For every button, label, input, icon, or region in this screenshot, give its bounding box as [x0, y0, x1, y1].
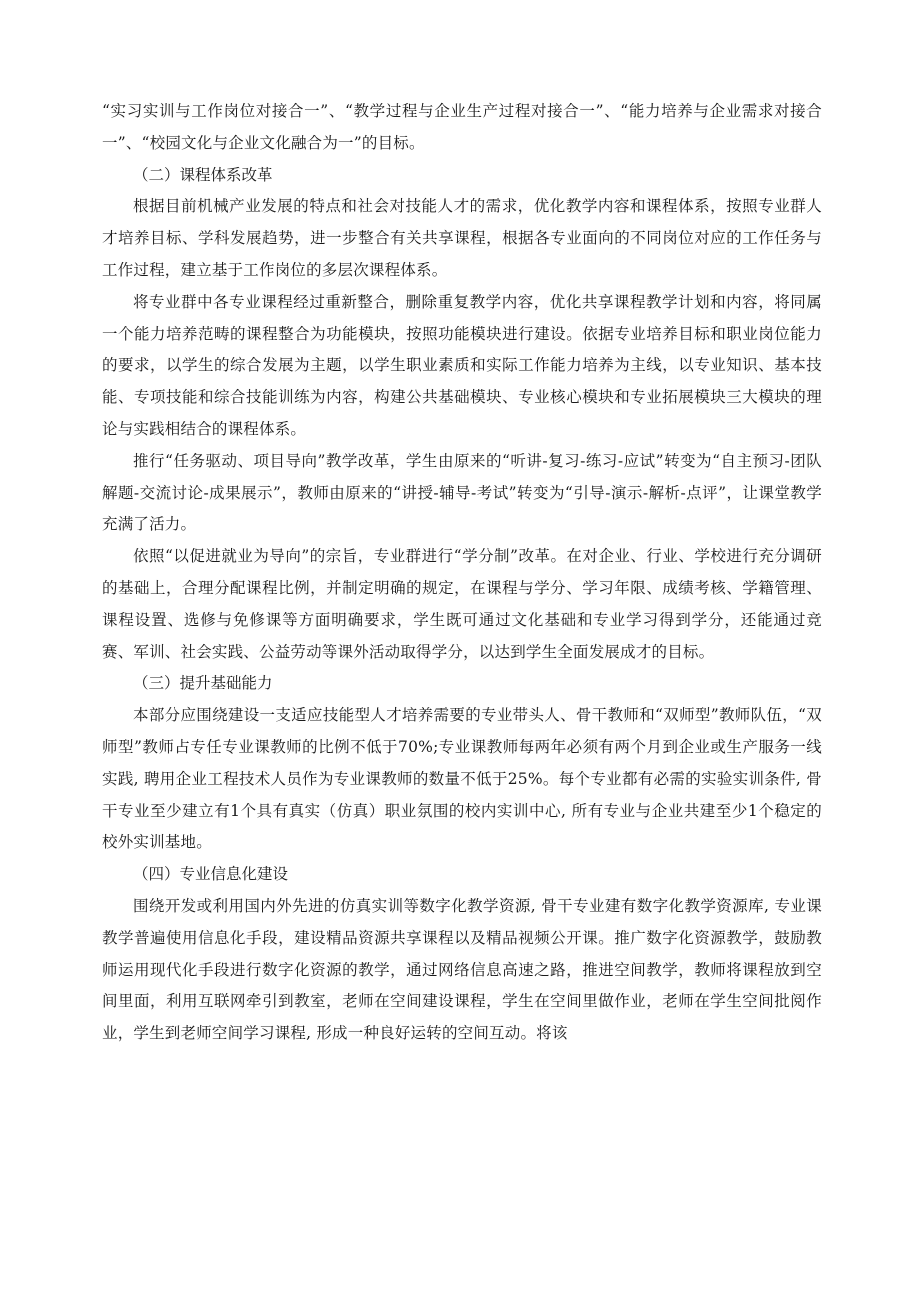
paragraph-credit-system: 依照“以促进就业为导向”的宗旨，专业群进行“学分制”改革。在对企业、行业、学校进行充分调研的基础上，合理分配课程比例，并制定明确的规定，在课程与学分、学习年限、成绩考核、学籍管理、课程设置、选修与免修课等方面明确要求，学生既可通过文化基础和专业学习得到学分，还能通过竞赛、军训、社会实践、公益劳动等课外活动取得学分，以达到学生全面发展成才的目标。 — [102, 547, 822, 661]
section-heading-curriculum-reform: （二）课程体系改革 — [133, 165, 273, 184]
paragraph-curriculum-optimization: 根据目前机械产业发展的特点和社会对技能人才的需求，优化教学内容和课程体系，按照专业群人才培养目标、学科发展趋势，进一步整合有关共享课程，根据各专业面向的不同岗位对应的工作任务与工作过程，建立基于工作岗位的多层次课程体系。 — [102, 197, 822, 279]
paragraph-goal-continuation: “实习实训与工作岗位对接合一”、“教学过程与企业生产过程对接合一”、“能力培养与企业需求对接合一”、“校园文化与企业文化融合为一”的目标。 — [102, 102, 822, 152]
paragraph-teacher-team: 本部分应围绕建设一支适应技能型人才培养需要的专业带头人、骨干教师和“双师型”教师队伍，“双师型”教师占专任专业课教师的比例不低于70%;专业课教师每两年必须有两个月到企业或生产服务一线实践, 聘用企业工程技术人员作为专业课教师的数量不低于25%。每个专业都有必需的实验实训条件, 骨干专业至少建立有1个具有真实（仿真）职业氛围的校内实训中心, 所有专业与企业共建至少1个稳定的校外实训基地。 — [102, 706, 822, 852]
paragraph-digital-resources: 围绕开发或利用国内外先进的仿真实训等数字化教学资源, 骨干专业建有数字化教学资源库, 专业课教学普遍使用信息化手段，建设精品资源共享课程以及精品视频公开课。推广数字化资源教学，鼓励教师运用现代化手段进行数字化资源的教学，通过网络信息高速之路，推进空间教学，教师将课程放到空间里面，利用互联网牵引到教室，老师在空间建设课程，学生在空间里做作业，老师在学生空间批阅作业，学生到老师空间学习课程, 形成一种良好运转的空间互动。将该 — [102, 896, 822, 1043]
section-heading-informatization: （四）专业信息化建设 — [133, 865, 289, 884]
paragraph-course-integration: 将专业群中各专业课程经过重新整合，删除重复教学内容，优化共享课程教学计划和内容，将同属一个能力培养范畴的课程整合为功能模块，按照功能模块进行建设。依据专业培养目标和职业岗位能力的要求，以学生的综合发展为主题，以学生职业素质和实际工作能力培养为主线，以专业知识、基本技能、专项技能和综合技能训练为内容，构建公共基础模块、专业核心模块和专业拓展模块三大模块的理论与实践相结合的课程体系。 — [102, 292, 822, 438]
section-heading-basic-capacity: （三）提升基础能力 — [133, 674, 273, 693]
paragraph-teaching-reform: 推行“任务驱动、项目导向”教学改革，学生由原来的“听讲-复习-练习-应试”转变为“自主预习-团队解题-交流讨论-成果展示”，教师由原来的“讲授-辅导-考试”转变为“引导-演示-解析-点评”，让课堂教学充满了活力。 — [102, 451, 822, 534]
